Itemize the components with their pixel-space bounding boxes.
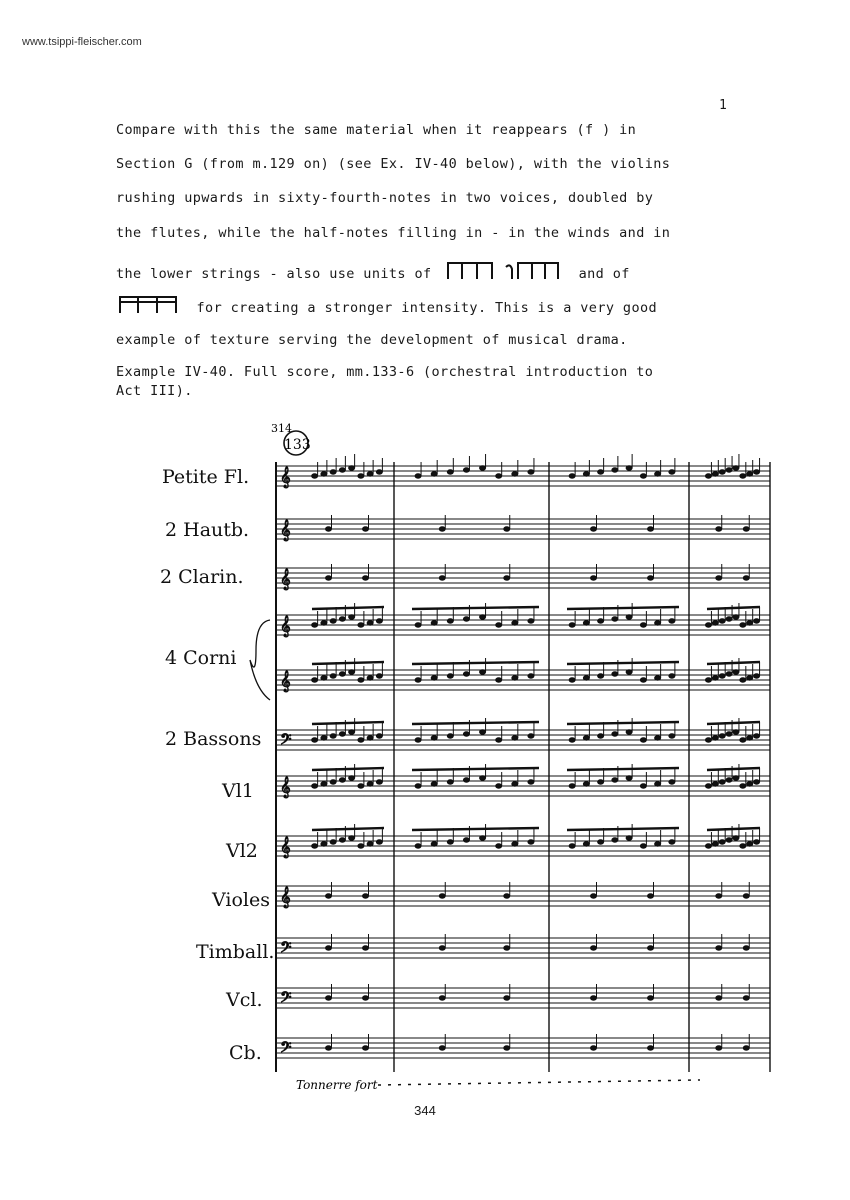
note-head	[367, 676, 373, 680]
note-head	[376, 780, 382, 784]
note-head	[719, 780, 725, 784]
measure-number: 133	[284, 437, 311, 453]
note-head	[598, 674, 604, 678]
footnote-mark: 1	[719, 98, 727, 113]
note-head	[612, 732, 618, 736]
note-head	[640, 844, 646, 848]
note-head	[339, 838, 345, 842]
note-head	[447, 470, 453, 474]
note-head	[754, 780, 760, 784]
note-head	[447, 840, 453, 844]
note-head	[754, 470, 760, 474]
note-head	[716, 894, 722, 898]
note-head	[726, 778, 732, 782]
text-line-7: example of texture serving the development of musical drama.	[116, 332, 628, 348]
note-head	[712, 842, 718, 846]
note-head	[431, 782, 437, 786]
note-head	[480, 730, 486, 734]
note-head	[330, 840, 336, 844]
text-line-2: Section G (from m.129 on) (see Ex. IV-40 below), with the violins	[116, 156, 671, 172]
note-head	[733, 776, 739, 780]
note-head	[504, 576, 510, 580]
note-head	[655, 676, 661, 680]
note-head	[349, 615, 355, 619]
note-head	[358, 678, 364, 682]
note-head	[583, 782, 589, 786]
note-head	[415, 474, 421, 478]
note-head	[463, 468, 469, 472]
note-head	[612, 778, 618, 782]
note-head	[321, 676, 327, 680]
note-head	[705, 784, 711, 788]
note-head	[330, 470, 336, 474]
note-head	[496, 474, 502, 478]
note-head	[528, 780, 534, 784]
note-head	[349, 776, 355, 780]
note-head	[439, 576, 445, 580]
note-head	[655, 842, 661, 846]
instrument-label-1: Petite Fl.	[162, 466, 250, 488]
note-head	[733, 836, 739, 840]
note-head	[447, 734, 453, 738]
note-head	[330, 780, 336, 784]
note-head	[747, 842, 753, 846]
clef-icon: 𝄞	[280, 777, 291, 798]
note-head	[363, 576, 369, 580]
note-head	[431, 842, 437, 846]
note-head	[740, 474, 746, 478]
note-head	[719, 470, 725, 474]
note-head	[598, 734, 604, 738]
note-head	[439, 996, 445, 1000]
note-head	[363, 946, 369, 950]
note-head	[528, 840, 534, 844]
note-head	[512, 736, 518, 740]
note-head	[512, 472, 518, 476]
note-head	[583, 736, 589, 740]
rhythm-units-icon	[446, 261, 564, 281]
note-head	[626, 730, 632, 734]
text-line-6: for creating a stronger intensity. This is a very good	[116, 295, 786, 316]
note-head	[726, 468, 732, 472]
note-head	[528, 470, 534, 474]
note-head	[591, 1046, 597, 1050]
note-head	[512, 842, 518, 846]
note-head	[363, 527, 369, 531]
clef-icon: 𝄞	[280, 569, 291, 590]
full-score	[0, 410, 850, 1100]
note-head	[367, 782, 373, 786]
note-head	[480, 836, 486, 840]
note-head	[376, 674, 382, 678]
note-head	[504, 946, 510, 950]
note-head	[569, 623, 575, 627]
note-head	[480, 615, 486, 619]
note-head	[640, 474, 646, 478]
instrument-label-9: Timball.	[196, 941, 275, 963]
note-head	[719, 734, 725, 738]
note-head	[367, 736, 373, 740]
instrument-label-7: Vl2	[226, 840, 258, 862]
note-head	[480, 466, 486, 470]
note-head	[747, 782, 753, 786]
instrument-label-8: Violes	[212, 889, 270, 911]
note-head	[512, 782, 518, 786]
note-head	[655, 782, 661, 786]
note-head	[349, 836, 355, 840]
note-head	[439, 1046, 445, 1050]
note-head	[321, 472, 327, 476]
note-head	[439, 894, 445, 898]
note-head	[626, 776, 632, 780]
note-head	[598, 470, 604, 474]
note-head	[640, 738, 646, 742]
note-head	[705, 474, 711, 478]
note-head	[740, 784, 746, 788]
note-head	[358, 844, 364, 848]
note-head	[376, 619, 382, 623]
note-head	[376, 734, 382, 738]
note-head	[669, 734, 675, 738]
note-head	[569, 678, 575, 682]
note-head	[712, 472, 718, 476]
note-head	[504, 527, 510, 531]
note-head	[743, 576, 749, 580]
note-head	[740, 678, 746, 682]
rhythm-sixteenths-icon	[118, 295, 182, 315]
instrument-label-6: Vl1	[222, 780, 254, 802]
clef-icon: 𝄞	[280, 837, 291, 858]
text-line-5: the lower strings - also use units of and of	[116, 261, 786, 282]
note-head	[648, 996, 654, 1000]
site-url: www.tsippi-fleischer.com	[22, 36, 142, 48]
note-head	[376, 470, 382, 474]
note-head	[740, 738, 746, 742]
note-head	[747, 621, 753, 625]
note-head	[719, 674, 725, 678]
note-head	[743, 996, 749, 1000]
note-head	[339, 732, 345, 736]
note-head	[733, 730, 739, 734]
note-head	[367, 842, 373, 846]
note-head	[528, 619, 534, 623]
note-head	[339, 672, 345, 676]
note-head	[358, 474, 364, 478]
note-head	[669, 470, 675, 474]
note-head	[747, 676, 753, 680]
note-head	[431, 621, 437, 625]
note-head	[705, 678, 711, 682]
clef-icon: 𝄢	[280, 989, 292, 1010]
note-head	[496, 623, 502, 627]
clef-icon: 𝄢	[280, 731, 292, 752]
note-head	[754, 674, 760, 678]
note-head	[719, 840, 725, 844]
note-head	[747, 472, 753, 476]
note-head	[312, 678, 318, 682]
instrument-label-2: 2 Hautb.	[165, 519, 250, 541]
note-head	[716, 576, 722, 580]
note-head	[669, 674, 675, 678]
note-head	[569, 474, 575, 478]
note-head	[726, 732, 732, 736]
note-head	[626, 466, 632, 470]
note-head	[569, 784, 575, 788]
instrument-label-11: Cb.	[229, 1042, 262, 1064]
note-head	[591, 946, 597, 950]
note-head	[733, 466, 739, 470]
note-head	[431, 676, 437, 680]
note-head	[712, 736, 718, 740]
note-head	[326, 1046, 332, 1050]
note-head	[363, 996, 369, 1000]
note-head	[439, 946, 445, 950]
note-head	[528, 734, 534, 738]
note-head	[648, 1046, 654, 1050]
note-head	[712, 621, 718, 625]
note-head	[496, 738, 502, 742]
note-head	[326, 996, 332, 1000]
note-head	[743, 527, 749, 531]
note-head	[705, 623, 711, 627]
note-head	[528, 674, 534, 678]
caption-line-2: Act III).	[116, 383, 193, 399]
note-head	[648, 527, 654, 531]
note-head	[591, 527, 597, 531]
note-head	[415, 784, 421, 788]
note-head	[447, 674, 453, 678]
note-head	[733, 615, 739, 619]
note-head	[569, 844, 575, 848]
text-line-3: rushing upwards in sixty-fourth-notes in two voices, doubled by	[116, 190, 654, 206]
note-head	[330, 674, 336, 678]
note-head	[648, 894, 654, 898]
instrument-label-5: 2 Bassons	[165, 728, 262, 750]
note-head	[743, 894, 749, 898]
note-head	[415, 678, 421, 682]
note-head	[740, 844, 746, 848]
note-head	[321, 782, 327, 786]
note-head	[669, 619, 675, 623]
clef-icon: 𝄞	[280, 467, 291, 488]
note-head	[754, 734, 760, 738]
clef-icon: 𝄢	[280, 1039, 292, 1060]
note-head	[612, 838, 618, 842]
note-head	[598, 840, 604, 844]
note-head	[726, 672, 732, 676]
note-head	[312, 623, 318, 627]
note-head	[480, 776, 486, 780]
note-head	[504, 1046, 510, 1050]
note-head	[655, 472, 661, 476]
note-head	[512, 676, 518, 680]
note-head	[415, 623, 421, 627]
note-head	[463, 672, 469, 676]
note-head	[326, 527, 332, 531]
note-head	[716, 996, 722, 1000]
note-head	[705, 844, 711, 848]
text-line-4: the flutes, while the half-notes filling in - in the winds and in	[116, 225, 671, 241]
note-head	[367, 621, 373, 625]
note-head	[640, 784, 646, 788]
note-head	[312, 738, 318, 742]
note-head	[463, 778, 469, 782]
note-head	[363, 1046, 369, 1050]
note-head	[655, 621, 661, 625]
clef-icon: 𝄞	[280, 671, 291, 692]
note-head	[367, 472, 373, 476]
note-head	[376, 840, 382, 844]
note-head	[496, 844, 502, 848]
note-head	[726, 838, 732, 842]
note-head	[463, 617, 469, 621]
note-head	[326, 946, 332, 950]
note-head	[626, 670, 632, 674]
instrument-label-10: Vcl.	[226, 989, 263, 1011]
note-head	[569, 738, 575, 742]
note-head	[504, 894, 510, 898]
note-head	[598, 780, 604, 784]
clef-icon: 𝄞	[280, 520, 291, 541]
tonnerre-marking: Tonnerre fort	[296, 1078, 378, 1092]
note-head	[312, 844, 318, 848]
note-head	[640, 623, 646, 627]
note-head	[648, 946, 654, 950]
note-head	[312, 784, 318, 788]
note-head	[496, 784, 502, 788]
note-head	[669, 780, 675, 784]
note-head	[669, 840, 675, 844]
note-head	[349, 730, 355, 734]
note-head	[719, 619, 725, 623]
note-head	[612, 672, 618, 676]
note-head	[358, 784, 364, 788]
note-head	[583, 621, 589, 625]
score-page-ref: 314	[271, 422, 292, 435]
note-head	[726, 617, 732, 621]
note-head	[431, 736, 437, 740]
note-head	[733, 670, 739, 674]
note-head	[339, 778, 345, 782]
note-head	[640, 678, 646, 682]
note-head	[326, 576, 332, 580]
note-head	[716, 527, 722, 531]
note-head	[583, 842, 589, 846]
note-head	[480, 670, 486, 674]
note-head	[512, 621, 518, 625]
note-head	[463, 838, 469, 842]
page-number: 344	[414, 1103, 436, 1118]
note-head	[349, 670, 355, 674]
note-head	[655, 736, 661, 740]
note-head	[339, 617, 345, 621]
note-head	[330, 734, 336, 738]
note-head	[716, 1046, 722, 1050]
note-head	[648, 576, 654, 580]
note-head	[330, 619, 336, 623]
note-head	[431, 472, 437, 476]
note-head	[349, 466, 355, 470]
note-head	[712, 782, 718, 786]
note-head	[326, 894, 332, 898]
note-head	[626, 836, 632, 840]
note-head	[740, 623, 746, 627]
note-head	[591, 996, 597, 1000]
note-head	[496, 678, 502, 682]
clef-icon: 𝄞	[280, 616, 291, 637]
note-head	[463, 732, 469, 736]
clef-icon: 𝄞	[280, 887, 291, 908]
note-head	[339, 468, 345, 472]
note-head	[321, 621, 327, 625]
note-head	[583, 472, 589, 476]
clef-icon: 𝄢	[280, 939, 292, 960]
note-head	[415, 738, 421, 742]
note-head	[716, 946, 722, 950]
note-head	[591, 576, 597, 580]
note-head	[321, 842, 327, 846]
text-line-1: Compare with this the same material when it reappears (f ) in	[116, 122, 637, 138]
note-head	[504, 996, 510, 1000]
note-head	[743, 1046, 749, 1050]
note-head	[447, 780, 453, 784]
note-head	[415, 844, 421, 848]
note-head	[754, 619, 760, 623]
note-head	[591, 894, 597, 898]
instrument-label-4: 4 Corni	[165, 647, 237, 669]
note-head	[705, 738, 711, 742]
note-head	[439, 527, 445, 531]
note-head	[712, 676, 718, 680]
note-head	[358, 738, 364, 742]
note-head	[321, 736, 327, 740]
note-head	[363, 894, 369, 898]
note-head	[626, 615, 632, 619]
note-head	[312, 474, 318, 478]
note-head	[358, 623, 364, 627]
note-head	[447, 619, 453, 623]
instrument-label-3: 2 Clarin.	[160, 566, 244, 588]
note-head	[743, 946, 749, 950]
note-head	[754, 840, 760, 844]
note-head	[747, 736, 753, 740]
caption-line-1: Example IV-40. Full score, mm.133-6 (orchestral introduction to	[116, 364, 654, 380]
note-head	[583, 676, 589, 680]
note-head	[612, 468, 618, 472]
note-head	[612, 617, 618, 621]
note-head	[598, 619, 604, 623]
